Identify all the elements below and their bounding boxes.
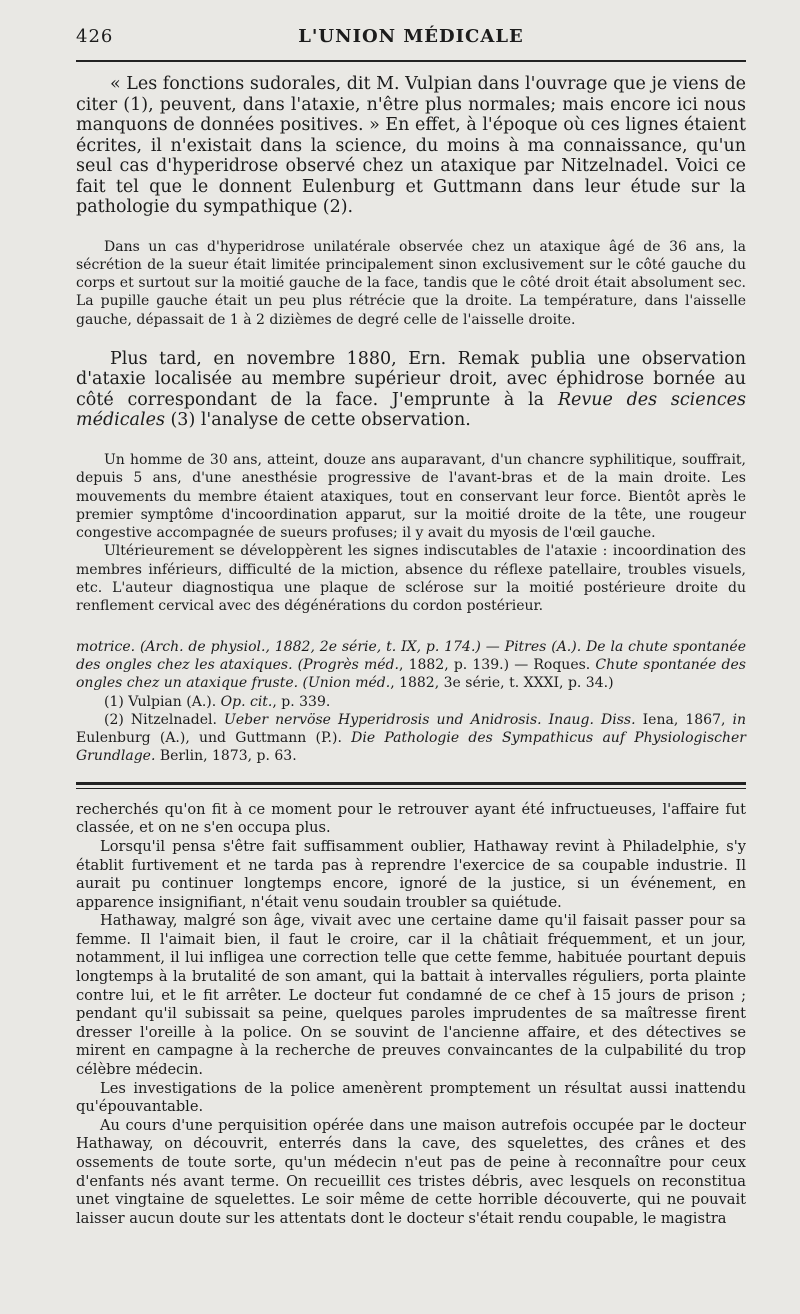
quoted-case-2b: Ultérieurement se développèrent les signes indiscutables de l'ataxie : incoordination des membres inférieurs, difficulté de la miction, absence du réflexe patellaire, troubles visuels, etc. L'auteur diagnostiqua une plaque de sclérose sur la moitié postérieure droite du renflement cervical avec des dégénérations du cordon postérieur. [76, 543, 746, 615]
feuilleton-paragraph-2: Lorsqu'il pensa s'être fait suffisamment oublier, Hathaway revint à Philadelphie, s'y établit furtivement et ne tarda pas à reprendre l'exercice de sa coupable industrie. Il aurait pu continuer longtemps encore, ignoré de la justice, si un événement, en apparence insignifiant, n'était venu soudain troubler sa quiétude. [76, 837, 746, 911]
feuilleton-paragraph-1: recherchés qu'on fit à ce moment pour le retrouver ayant été infructueuses, l'affaire fut classée, et on ne s'en occupa plus. [76, 800, 746, 837]
footnote-1: (1) Vulpian (A.). Op. cit., p. 339. [104, 693, 331, 710]
feuilleton-paragraph-3: Hathaway, malgré son âge, vivait avec une certaine dame qu'il faisait passer pour sa femme. Il l'aimait bien, il faut le croire, car il la châtiait fréquemment, et un jour, notamment, il lui infligea une correction telle que cette femme, habituée pourtant depuis longtemps à la brutalité de son amant, qui la battait à intervalles réguliers, porta plainte contre lui, et le fit arrêter. Le docteur fut condamné de ce chef à 15 jours de prison ; pendant qu'il subissait sa peine, quelques paroles imprudentes de sa maîtresse firent dresser l'oreille à la police. On se souvint de l'ancienne affaire, et des détectives se mirent en campagne à la recherche de preuves convaincantes de la culpabilité du trop célèbre médecin. [76, 912, 746, 1079]
header-rule [76, 60, 746, 62]
feuilleton-paragraph-4: Les investigations de la police amenèrent promptement un résultat aussi inattendu qu'épouvantable. [76, 1079, 746, 1116]
feuilleton-section [76, 801, 746, 1229]
journal-title: L'UNION MÉDICALE [298, 26, 524, 47]
article-paragraph-1: « Les fonctions sudorales, dit M. Vulpian dans l'ouvrage que je viens de citer (1), peuvent, dans l'ataxie, n'être plus normales; mais encore ici nous manquons de données positives. » En effet, à l'époque où ces lignes étaient écrites, il n'existait dans la science, du moins à ma connaissance, qu'un seul cas d'hyperidrose observé chez un ataxique par Nitzelnadel. Voici ce fait tel que le donnent Eulenburg et Guttmann dans leur étude sur la pathologie du sympathique (2). [76, 74, 747, 217]
quoted-case-1: Dans un cas d'hyperidrose unilatérale observée chez un ataxique âgé de 36 ans, la sécrétion de la sueur était limitée principalement sinon exclusivement sur le côté gauche du corps et surtout sur la moitié gauche de la face, tandis que le côté droit était absolument sec. La pupille gauche était un peu plus rétrécie que la droite. La température, dans l'aisselle gauche, dépassait de 1 à 2 dizièmes de degré celle de l'aisselle droite. [76, 238, 746, 328]
footnote-continuation: motrice. (Arch. de physiol., 1882, 2e série, t. IX, p. 174.) — Pitres (A.). De la chute spontanée des ongles chez les ataxiques. (Progrès méd., 1882, p. 139.) — Roques. Chute spontanée des ongles chez un ataxique fruste. (Union méd., 1882, 3e série, t. XXXI, p. 34.) [76, 638, 747, 692]
footnote-2: (2) Nitzelnadel. Ueber nervöse Hyperidrosis und Anidrosis. Inaug. Diss. Iena, 1867, in Eulenburg (A.), und Guttmann (P.). Die Pathologie des Sympathicus auf Physiologischer Grundlage. Berlin, 1873, p. 63. [76, 711, 747, 765]
quoted-case-2a: Un homme de 30 ans, atteint, douze ans auparavant, d'un chancre syphilitique, souffrait, depuis 5 ans, d'une anesthésie progressive de l'avant-bras et de la main droite. Les mouvements du membre étaient ataxiques, tout en conservant leur force. Bientôt après le premier symptôme d'incoordination apparut, sur la moitié droite de la tête, une rougeur congestive accompagnée de sueurs profuses; il y avait du myosis de l'œil gauche. [76, 451, 746, 542]
article-paragraph-2 [76, 349, 746, 431]
p2-start: Plus tard, en novembre 1880, Ern. Remak publia une observation d'ataxie localisée au membre supérieur droit, avec éphidrose bornée au côté correspondant de la face. J'emprunte à la [76, 348, 746, 410]
page-header [76, 0, 746, 62]
feuilleton-paragraph-5: Au cours d'une perquisition opérée dans une maison autrefois occupée par le docteur Hathaway, on découvrit, enterrés dans la cave, des squelettes, des crânes et des ossements de toute sorte, qu'un médecin n'eut pas de peine à reconnaître pour ceux d'enfants nés avant terme. On recueillit ces tristes débris, avec lesquels on reconstitua unet vingtaine de squelettes. Le soir même de cette horrible découverte, qui ne pouvait laisser aucun doute sur les attentats dont le docteur s'était rendu coupable, le magistra [76, 1116, 746, 1227]
feuilleton-separator [76, 782, 746, 789]
page-number: 426 [76, 26, 114, 47]
p2-end: (3) l'analyse de cette observation. [164, 410, 471, 431]
p2-journal-ref: Revue des sciences médicales [76, 389, 747, 431]
